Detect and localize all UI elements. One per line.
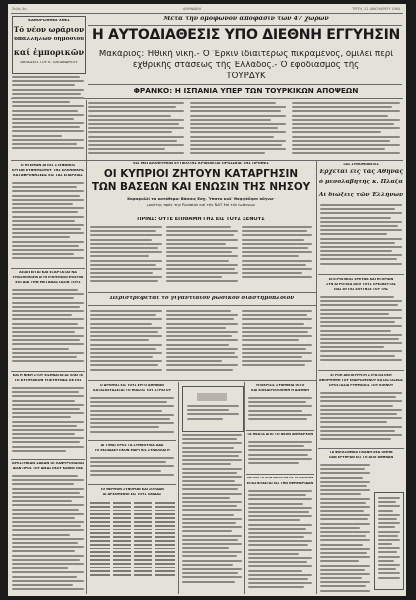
center-text-col-2 <box>166 226 238 288</box>
newspaper-name: ΑΘΗΝΑΪΚΗ <box>183 7 202 11</box>
issue-date: ΤΡΙΤΗ, 21 ΙΑΝΟΥΑΡΙΟΥ 1964 <box>352 7 400 11</box>
mid-article-4 <box>182 434 242 592</box>
right-article-2 <box>320 296 402 366</box>
mid-story-1-head-1: Ο ΔΡΟΜΟΣ ΕΙΣ ΤΟΥΣ ΕΡΓΟ ΑΘΗΝΩΝ <box>100 384 164 387</box>
right-article-1 <box>320 204 402 272</box>
mid-article-5 <box>248 397 312 427</box>
right-headline-1: Ἐρχεται εἰς τάς Ἀθήνας <box>318 169 404 175</box>
lead-text-col-2 <box>190 102 286 158</box>
left-article-2 <box>12 182 84 266</box>
center-deck-2: μονίτης πρός τήν Ρωσσίαν καί τήν ΝΑΤ ἐπί τήν Ιωάννων <box>147 203 255 207</box>
mid-article-2 <box>90 457 174 483</box>
mid-story-2-head-1: ΑΙ ΤΙΜΑΙ ΠΡΟΣ ΤΑ ΣΥΜΒΟΥΛΙΑ ΑΔΑ <box>100 444 164 447</box>
sidebar-headline-3: καί ἐμπορικῶν <box>13 48 85 57</box>
middle-text-col-3 <box>242 310 312 376</box>
subheadline-3: ΤΟΥΡΔΥΚ <box>226 72 266 81</box>
sidebar-box <box>12 16 86 74</box>
left-story-3-head-1: ΑΠΑΙΤΕΙΤΑΙ ΚΑΙ ΕΞΑΡΤΑΤΑΙ ΝΑ <box>19 271 77 274</box>
center-subhead: ΠΡΙΝΣ: ΟΥΤΕ ΕΠΙΘΑΜΗ ΓΗΣ ΕΙΣ ΤΟΥΣ ΞΕΝΟΥΣ <box>137 217 265 222</box>
mid-story-3-head-1: ΤΟ ΘΕΡΜΟΝ ΣΥΝΟΡΩΝ ΚΑΙ ΣΟΥΔΑΝ <box>100 488 164 491</box>
main-headline: Η ΑΥΤΟΔΙΑΘΕΣΙΣ ΥΠΟ ΔΙΕΘΝΗ ΕΓΓΥΗΣΙΝ <box>92 28 400 43</box>
right-story-3-head-3: ΠΡΟΣΤΑΣΙΑ ΡΥΘΜΙΣΕΙΣ ΤΟΥ ΚΟΙΝΟΥ <box>328 384 394 387</box>
left-story-4-head-1: ΚΑΙ Η ΝΙΚΗ ΣΤΟΥ ΕΙΣΗΝΑΓΩΓΑΣ ΕΛΕΓΞΕ <box>12 374 84 377</box>
mid-story-5-head-1: ΥΠΟΚΡΙΣΙΣ ΣΥΝΗΘΕΙΑ ΟΙΤΟ <box>255 384 305 387</box>
left-story-2-head-2: ΕΡΓΩΝ ΕΥΦΗΜΙΣΜΟΥ ΤΗΣ ΕΛΛΗΝΙΚΗΣ <box>12 169 84 172</box>
right-story-2-head-1: ΕΠΙΤΡΟΠΙΚΟΣ ΕΡΕΥΝΑ ΚΑΤΗΓΟΡΙΩΝ <box>328 278 394 281</box>
mid-story-7-head-2: ΕΠΙΣΠΕΥΔΕΤΑΙ ΕΙΣ ΤΗΝ ΕΦΗΜΕΡΙΔΑΝ <box>246 482 314 485</box>
mid-article-1 <box>90 397 174 437</box>
right-story-2-head-3: ΠΩΣ ΑΥΤΟΣ ΕΛΥΤΗΣΕ ΤΟΥ ΤΗΣ <box>333 288 389 291</box>
newspaper-page <box>8 4 406 596</box>
sidebar-byline: ΔΗΛΩΣΕΙΣ ΤΟΥ Κ. ΠΑΠΑΝΔΡΕΟΥ <box>20 61 78 64</box>
left-article-4 <box>12 387 84 457</box>
sidebar-kicker: ΚΑΘΟΡΙΣΘΗΚΕ ΧΘΕΣ <box>28 19 70 22</box>
lead-text-col-3 <box>292 102 400 158</box>
mid-story-7-head-1: ΑΝΤΑΠΟ ΤΟ ΠΡΙΝ ΚΟΜΗΤΟΝ ΕΙΣ ΤΟ ΟΧΙΣΜΟΝ <box>246 477 314 479</box>
right-headline-3: Αἱ διώξεις τῶν Ἑλλήνων <box>318 192 404 198</box>
left-article-5 <box>12 475 84 593</box>
right-kicker: ΞΑΣ ΣΥΝΟΜΙΑΝΤΕΣ <box>343 163 379 166</box>
left-article-3 <box>12 289 84 369</box>
lead-text-col-1 <box>88 102 184 158</box>
mid-story-1-head-2: ΚΑΤΑΣΚΕΥΑΖΕΤΑΙ ΤΟ ΘΙΑΣΟΣ ΤΟΥ ΣΤΡΑΤΟΥ <box>93 389 171 392</box>
left-story-2-head-3: ΚΑΤΑΦΡΟΝΗΣΕΩΣ ΕΙΣ ΤΑΣ ΕΠΑΡΧΙΑΣ <box>13 174 83 177</box>
center-deck-1: Καραφυλλί το κατάθεμα: Βόσσις Εσχ. Ὑπατο κολ' Θοφγόδησε οὔγνω- <box>127 197 275 201</box>
sidebar-headline-2: ὑπαλλήλων δημοσίου <box>13 37 85 42</box>
center-headline-1: ΟΙ ΚΥΠΡΙΟΙ ΖΗΤΟΥΝ ΚΑΤΑΡΓΗΣΙΝ <box>103 169 299 180</box>
right-article-3 <box>320 392 402 446</box>
right-headline-2: ὁ μεσολαβητής κ. Πλαζα <box>319 179 403 185</box>
mid-story-6-head: ΤΑ ΘΕΑΤΑ ΑΠΟ ΤΟ ΝΕΟΝ ΔΗΜΑΡΧΟΝ <box>246 433 314 436</box>
left-story-5-head-1: ΑΡΕΣΤΗΚΑΝ ΣΑΚΑΝ ΟΙ ΛΑΦΥΡΟΠΩΛΑΙ <box>12 462 84 465</box>
right-story-4-head-2: ΠΑΝ ΕΡΥΘΡΑΝ ΕΙΣ ΤΟ ΑΠΟ ΑΘΗΝΑΝ <box>328 456 394 459</box>
mid-story-3-head-2: ΑΙ ΑΡΧΟΜΕΝΟΙ ΕΙΣ ΤΟΥΣ ΠΑΙΔΑΣ <box>102 493 162 496</box>
top-kicker: Μετά τήν ὁμόφωνον ἀπόφασιν τῶν 47 χωρῶν <box>163 16 329 22</box>
left-story-2-head-1: Ο ΗΓΕΜΩΝ ΑΓΙΟΣ ΣΤΕΦΑΝΟΣ <box>20 164 76 167</box>
right-story-3-head-2: ΑΦΟΡΜΗΘΗ ΤΟΥ ΕΝΩΡΙΣΜΕΝΟΥ ΚΑΤΑΣΤΑΣΕΩΣ <box>319 379 403 382</box>
mid-article-7 <box>248 490 312 592</box>
sidebar-headline-1: Τό νέον ωράριον <box>13 26 85 34</box>
center-text-col-1 <box>90 226 162 288</box>
page-number: Σελίς 4η <box>12 7 27 11</box>
left-story-5-head-2: ΔΙΑΝ ΠΡΟΣ ΤΟΥ ΔΙΚΑΣΤΙΚΟΥ ΚΑΘΕΝ ΠΑΚ <box>12 467 84 470</box>
right-article-4 <box>320 464 370 592</box>
mid-story-5-head-2: ΚΑΙ ΕΠΙΚΑΙΡΟΠΟΙΗΘΗ Η ΔΙΕΘΝΗ <box>251 389 309 392</box>
right-story-3-head-1: ΕΙ ΡΟΗ ΑΝΤΙΚΥΡΗΤΗ ΣΤΡΑΤΙΩΤΙΚΗ <box>330 374 392 377</box>
mid-article-6 <box>248 441 312 471</box>
ad-box <box>182 386 244 432</box>
left-story-3-head-2: ΣΥΝΑΣΠΙΣΘΩΣΙΝ ΔΙ ΤΟ ΕΞΩΤΕΡΙΚΟΝ ΕΠΑΣΤΟΝ <box>12 276 84 279</box>
center-headline-2: ΤΩΝ ΒΑΣΕΩΝ ΚΑΙ ΕΝΩΣΙΝ ΤΗΣ ΝΗΣΟΥ <box>91 182 311 193</box>
mid-story-2-head-2: ΤΟ ΕΚΠΑΙΔΕΥΤΙΚΟΝ ΜΑΡΤΙΟΣ ΣΥΝΑΛΛΑΓΗ <box>94 449 170 452</box>
subheadline-2: ἐχθρικῆς στάσεως τῆς Ἑλλάδος.- Ὁ ἐφοδιασμός τῆς <box>132 61 360 70</box>
center-headline-3: Περιστρέφεται τό γιγαντιαίον ρωσικόν διαστημόπλοιον <box>109 296 295 301</box>
subheadline-1: Μακάριος: Ἠθική νίκη.- Ὁ Ἔρκιν ἰδιαιτέρως πικραμένος, ὁμιλεῖ περί <box>98 50 394 59</box>
right-inset-box <box>374 492 404 590</box>
middle-text-col-2 <box>166 310 238 376</box>
middle-text-col-1 <box>90 310 162 376</box>
left-article-1 <box>12 76 84 156</box>
center-text-col-3 <box>242 226 312 288</box>
left-story-3-head-3: ΕΠΙ ΔΙΑ ΤΗΝ ΜΕΤΑΝΑΣΤΑΣΙΝ ΤΟΥΣ <box>15 281 81 284</box>
center-kicker: ΕΙΣ ΜΕΓΑΛΟΘΥΜΟΝ ΕΥΤΙΚΟΤΗΣ ΚΡΙΝΟΝΤΑΙ ΠΡΟΣΩΠΑ ΤΗΣ ΠΡΟΘΕΣ <box>133 162 269 165</box>
left-story-4-head-2: ΤΟ ΚΥΠΡΙΑΚΟΝ ΥΠΕΥΘΥΝΩΣ ΕΚΤΟΣ <box>14 379 82 382</box>
right-story-4-head-1: ΤΑ ΦΙΛΟΣΟΦΙΚΑ ΠΛΑΝΗΤΙΚΑ ΟΜΗΝ <box>329 451 393 454</box>
right-story-2-head-2: ΣΥΝ ΑΓΡΟΤΙΚΑ ΑΠΟ ΤΟΥΣ ΠΡΕΣΒΕΥΤΑΣ <box>326 283 396 286</box>
results-table <box>90 502 176 592</box>
secondary-headline: ΦΡΑΝΚΟ: Η ΙΣΠΑΝΙΑ ΥΠΕΡ ΤΩΝ ΤΟΥΡΚΙΚΩΝ ΑΠΟΨΕΩΝ <box>133 87 359 95</box>
